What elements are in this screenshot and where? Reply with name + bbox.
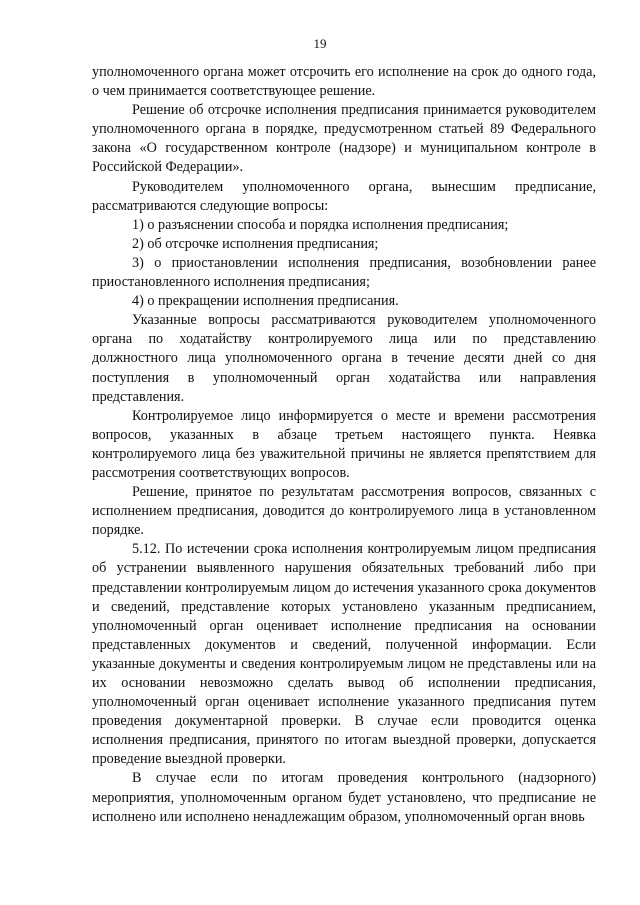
document-body (92, 63, 596, 827)
paragraph-decision-delivery: Решение, принятое по результатам рассмотрения вопросов, связанных с исполнением предписания, доводится до контролируемого лица в установленном порядке. (92, 484, 596, 539)
paragraph-continuation: уполномоченного органа может отсрочить его исполнение на срок до одного года, о чем принимается соответствующее решение. (92, 64, 596, 100)
list-item-4: 4) о прекращении исполнения предписания. (132, 293, 399, 310)
list-item-3: 3) о приостановлении исполнения предписания, возобновлении ранее приостановленного исполнения предписания; (92, 254, 596, 291)
paragraph-clause-5-12: 5.12. По истечении срока исполнения контролируемым лицом предписания об устранении выявленного нарушения обязательных требований либо при представлении контролируемым лицом до истечения указанного срока документов и сведений, представление которых установлено указанным предписанием, уполномоченный орган оценивает исполнение предписания на основании представленных документов и сведений, полученной информации. Если указанные документы и сведения контролируемым лицом не представлены или на их основании невозможно сделать вывод об исполнении предписания, уполномоченный орган оценивает исполнение указанного предписания путем проведения документарной проверки. В случае если проводится оценка исполнения предписания, принятого по итогам выездной проверки, допускается проведение выездной проверки. (92, 541, 596, 768)
paragraph-deferral-decision: Решение об отсрочке исполнения предписания принимается руководителем уполномоченного органа в порядке, предусмотренном статьей 89 Федерального закона «О государственном контроле (надзоре) и муниципальном контроле в Российской Федерации». (92, 102, 596, 176)
page-number: 19 (313, 36, 327, 51)
list-item-1: 1) о разъяснении способа и порядка исполнения предписания; (132, 216, 509, 233)
paragraph-questions-intro: Руководителем уполномоченного органа, вынесшим предписание, рассматриваются следующие вопросы: (92, 178, 596, 214)
paragraph-review-timing: Указанные вопросы рассматриваются руководителем уполномоченного органа по ходатайству контролируемого лица или по представлению должностного лица уполномоченного органа в течение десяти дней со дня поступления в уполномоченный орган ходатайства или направления представления. (92, 312, 596, 405)
paragraph-notification: Контролируемое лицо информируется о месте и времени рассмотрения вопросов, указанных в абзаце третьем настоящего пункта. Неявка контролируемого лица без уважительной причины не является препятствием для рассмотрения соответствующих вопросов. (92, 407, 596, 481)
paragraph-non-compliance: В случае если по итогам проведения контрольного (надзорного) мероприятия, уполномоченным органом будет установлено, что предписание не исполнено или исполнено ненадлежащим образом, уполномоченный орган вновь (92, 770, 596, 825)
list-item-2: 2) об отсрочке исполнения предписания; (132, 235, 379, 252)
